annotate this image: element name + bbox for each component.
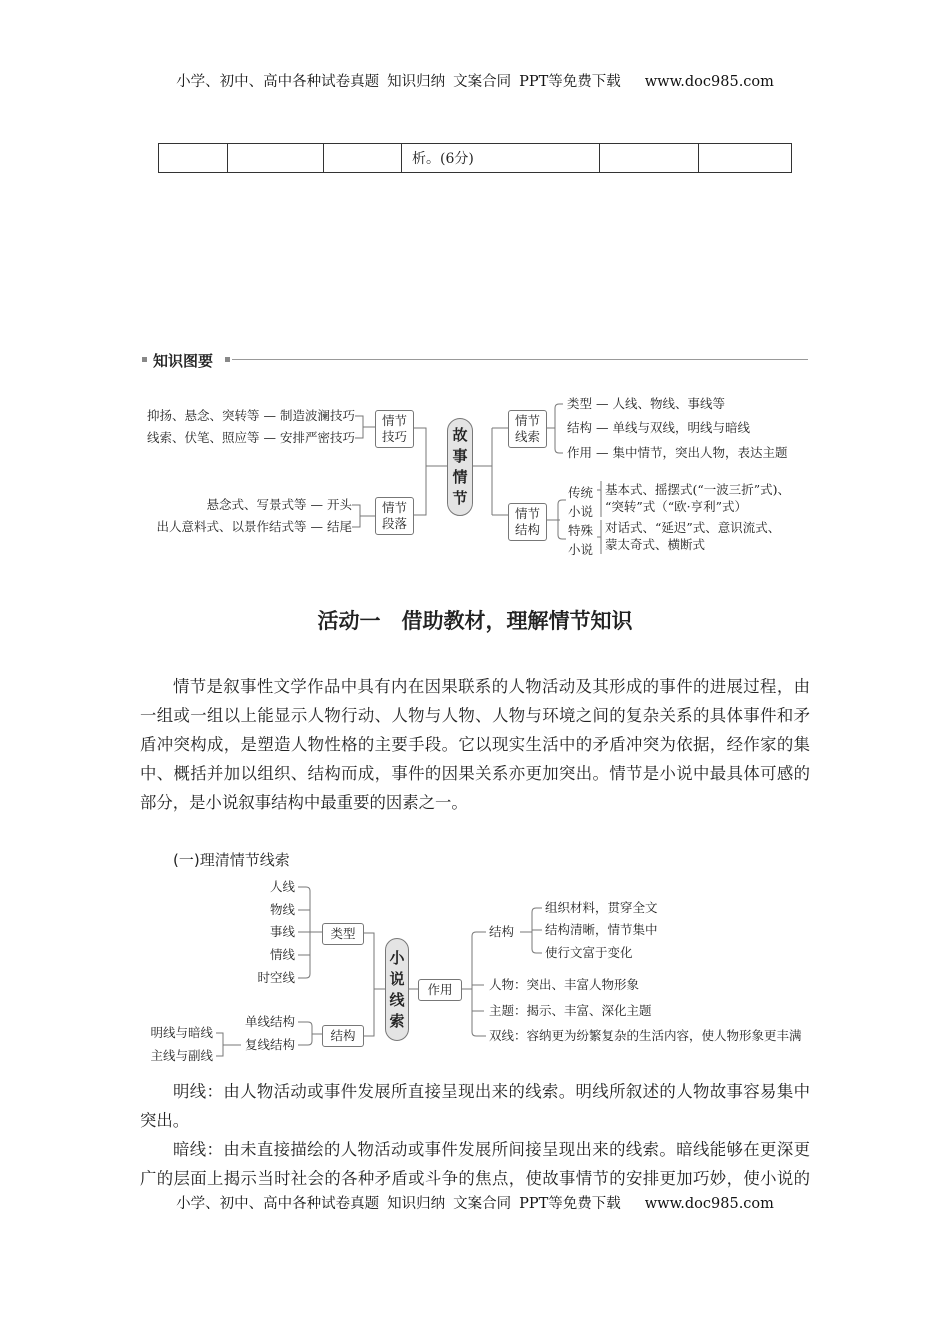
footer-text: 知识归纳 <box>387 1196 446 1212</box>
map-leaf: 基本式、摇摆式(“一波三折”式)、 <box>605 482 791 497</box>
header-site: www.doc985.com <box>644 74 774 90</box>
map-node: 情节结构 <box>508 503 547 541</box>
map-node: 情节技巧 <box>375 410 414 448</box>
intro-paragraph <box>140 672 810 817</box>
map-leaf: 单线结构 <box>244 1014 295 1029</box>
map-leaf: 悬念式、写景式等 — 开头 <box>206 497 352 512</box>
footer-text: 文案合同 <box>453 1196 512 1212</box>
map-key: 特殊小说 <box>568 523 594 557</box>
text-line: 暗线：由未直接描绘的人物活动或事件发展所间接呈现出来的线索。暗线能够在更深更 <box>173 1140 810 1159</box>
map-leaf: 组织材料，贯穿全文 <box>545 900 658 915</box>
map-leaf: 单线与双线，明线与暗线 <box>612 420 750 435</box>
map-leaf: 物线 <box>269 902 295 917</box>
footer-text: PPT等免费下载 <box>519 1196 621 1212</box>
header-text: 文案合同 <box>453 74 512 90</box>
activity-title: 活动一 借助教材，理解情节知识 <box>317 609 633 633</box>
text-line: 盾冲突构成，是塑造人物性格的主要手段。它以现实生活中的矛盾冲突为依据，经作家的集 <box>140 735 810 754</box>
map-leaf: 蒙太奇式、横断式 <box>605 537 706 552</box>
text-line: 部分，是小说叙事结构中最重要的因素之一。 <box>140 793 468 812</box>
map-key: 结构 <box>489 924 515 939</box>
document-page: 小学、初中、高中各种试卷真题 知识归纳 文案合同 PPT等免费下载 www.doc985.com 析。(6分) 知识图要 抑扬、悬念、突转等 — 制造波澜技巧 线索、伏笔、照应等 — 安排严密技巧 悬念式、写景式等 — 开头 出人意料式、以景作结式等 — 结尾 情节技巧 情节段落 故事情节 情节线索 情节结构 类型 — 人线、物线、事线等 结构 — 单线与双线，明线与暗线 作用 — 集中情节，突出人物，表达主题 传统小说 基本式、摇摆式(“一波三折”式)、 “突转”式（“欧·亨利”式） 特殊小说 对话式、“延迟”式、意识流式、 蒙太奇式、横断式 活动一 借助教材，理解情节知识 情节是叙事性文学作品中具有内在因果联系的人物活动及其形成的事件的进展过程，由 一组或一组以上能显示人物行动、人物与人物、人物与环境之间的复杂关系的具体事件和矛 盾冲突构成，是塑造人物性格的主要手段。它以现实生活中的矛盾冲突为依据，经作家的集 中、概括并加以组织、结构而成，事件的因果关系亦更加突出。情节是小说中最具体可感的 部分，是小说叙事结构中最重要的因素之一。 (一)理清情节线索 人线 物线 事线 情线 时空线 类型 单线结构 复线结构 明线与暗线 主线与副线 结构 小说线索 作用 结构 组织材料，贯穿全文 结构清晰，情节集中 使行文富于变化 人物：突出、丰富人物形象 主题：揭示、丰富、深化主题 双线：容纳更为纷繁复杂的生活内容，使人物形象更丰满 明线：由人物活动或事件发展所直接呈现出来的线索。明线所叙述的人物故事容易集中 突出。 暗线：由未直接描绘的人物活动或事件发展所间接呈现出来的线索。暗线能够在更深更 广的层面上揭示当时社会的各种矛盾或斗争的焦点，使故事情节的安排更加巧妙，使小说的 小学、初中、高中各种试卷真题 知识归纳 文案合同 PPT等免费下载 www.doc985.com <box>0 0 950 1344</box>
map-leaf: 使行文富于变化 <box>545 945 633 960</box>
map-leaf: 对话式、“延迟”式、意识流式、 <box>605 520 781 535</box>
map-leaf: 人物：突出、丰富人物形象 <box>489 977 640 992</box>
map-key: 传统小说 <box>568 485 594 519</box>
text-line: 突出。 <box>140 1111 190 1130</box>
map-leaf: 时空线 <box>257 970 295 985</box>
header-text: PPT等免费下载 <box>519 74 621 90</box>
map-leaf: 双线：容纳更为纷繁复杂的生活内容，使人物形象更丰满 <box>489 1028 802 1043</box>
map-center: 小说线索 <box>385 938 409 1041</box>
subsection-title: (一)理清情节线索 <box>173 851 290 869</box>
map-leaf: 抑扬、悬念、突转等 — 制造波澜技巧 <box>147 408 355 423</box>
map-leaf: 明线与暗线 <box>150 1025 213 1040</box>
map-node: 结构 <box>322 1025 364 1047</box>
map-key: 结构 <box>567 420 593 435</box>
map-leaf: 主线与副线 <box>150 1048 213 1063</box>
clue-paragraphs <box>140 1077 810 1193</box>
text-line: 情节是叙事性文学作品中具有内在因果联系的人物活动及其形成的事件的进展过程，由 <box>173 677 810 696</box>
map-node: 情节线索 <box>508 410 547 448</box>
table-cell: 析。(6分) <box>402 144 600 173</box>
page-footer <box>0 1192 950 1213</box>
map-node: 类型 <box>322 923 364 945</box>
map-node: 情节段落 <box>375 497 414 535</box>
header-text: 知识归纳 <box>387 74 446 90</box>
text-line: 一组或一组以上能显示人物行动、人物与人物、人物与环境之间的复杂关系的具体事件和矛 <box>140 706 810 725</box>
map-leaf: 集中情节，突出人物，表达主题 <box>612 445 788 460</box>
map-leaf: “突转”式（“欧·亨利”式） <box>605 499 748 514</box>
map-leaf: 主题：揭示、丰富、深化主题 <box>489 1003 652 1018</box>
header-text: 小学、初中、高中各种试卷真题 <box>176 74 380 90</box>
map-node: 作用 <box>418 979 462 1001</box>
map-key: 作用 <box>567 445 593 460</box>
map-leaf: 复线结构 <box>244 1037 295 1052</box>
map-leaf: 情线 <box>269 947 295 962</box>
text-line: 中、概括并加以组织、结构而成，事件的因果关系亦更加突出。情节是小说中最具体可感的 <box>140 764 810 783</box>
map-leaf: 结构清晰，情节集中 <box>545 922 658 937</box>
section-label: 知识图要 <box>153 352 214 370</box>
map-leaf: 线索、伏笔、照应等 — 安排严密技巧 <box>147 430 355 445</box>
map-leaf: 人线 <box>269 879 295 894</box>
map-leaf: 事线 <box>269 924 295 939</box>
map-leaf: 出人意料式、以景作结式等 — 结尾 <box>156 519 352 534</box>
text-line: 广的层面上揭示当时社会的各种矛盾或斗争的焦点，使故事情节的安排更加巧妙，使小说的 <box>140 1169 810 1188</box>
map-center: 故事情节 <box>447 418 473 516</box>
map-key: 类型 <box>567 396 593 411</box>
text-line: 明线：由人物活动或事件发展所直接呈现出来的线索。明线所叙述的人物故事容易集中 <box>173 1082 810 1101</box>
footer-site: www.doc985.com <box>644 1196 774 1212</box>
footer-text: 小学、初中、高中各种试卷真题 <box>176 1196 380 1212</box>
map-leaf: 人线、物线、事线等 <box>612 396 725 411</box>
